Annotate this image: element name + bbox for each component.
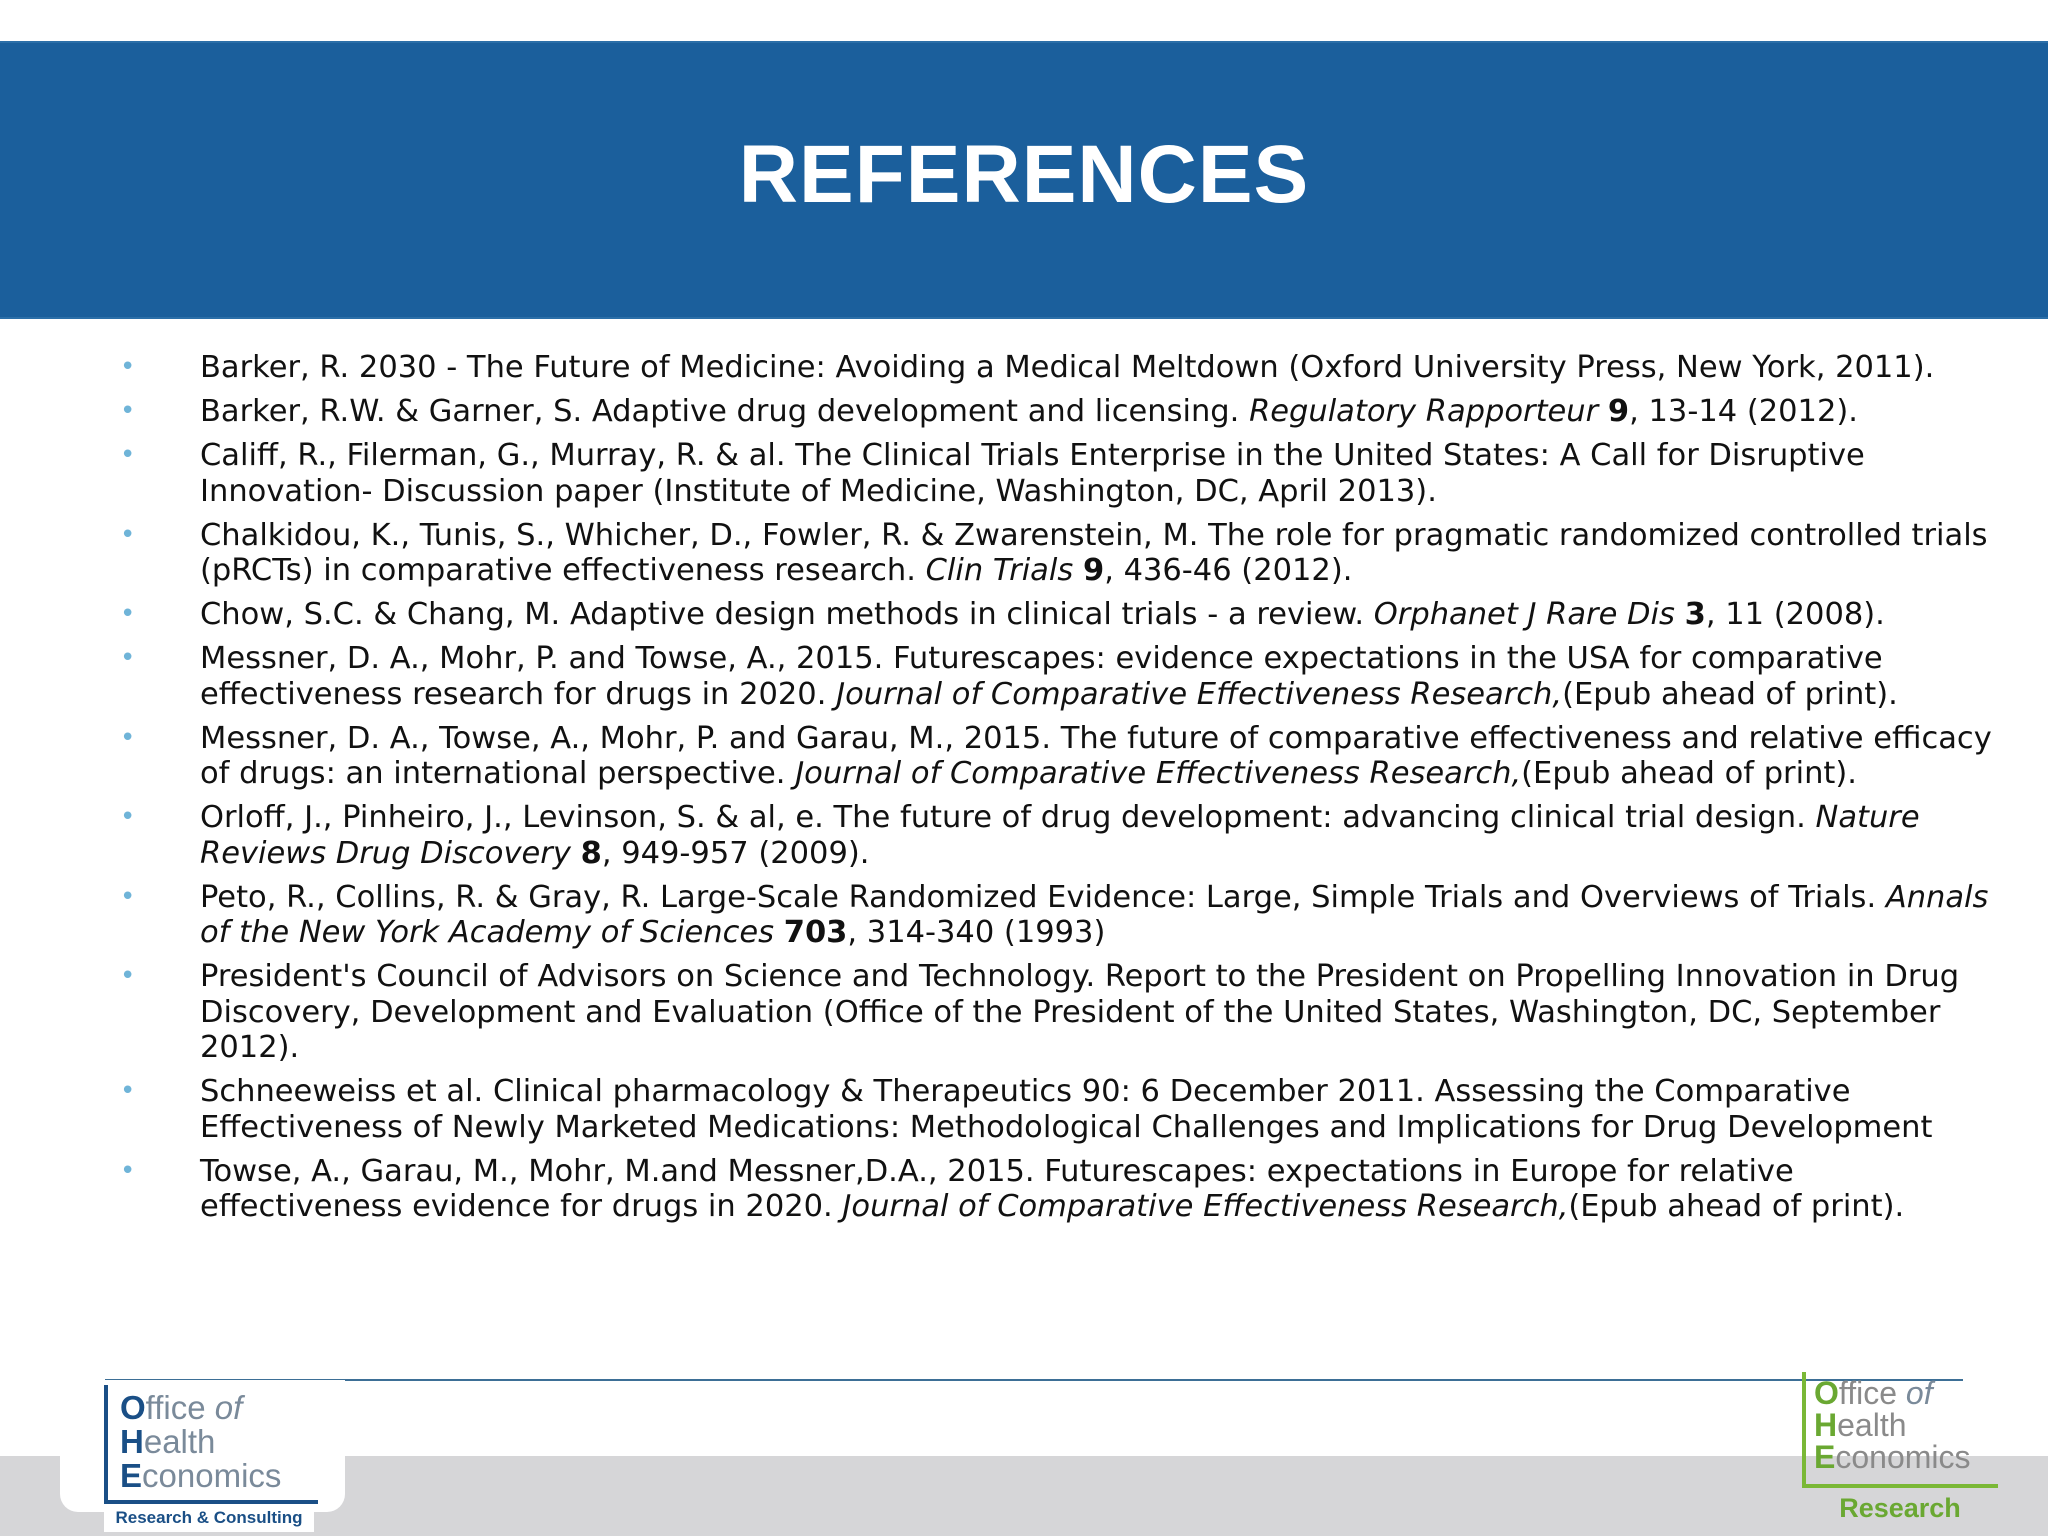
reference-run: Messner, D. A., Mohr, P. and Towse, A., 2015. Futurescapes: evidence expectations in the USA for comparative effectiveness research for drugs in 2020. <box>200 641 1883 712</box>
logo-line-office: Office of <box>1814 1375 1933 1411</box>
reference-run: Messner, D. A., Towse, A., Mohr, P. and Garau, M., 2015. The future of comparative effectiveness and relative efficacy of drugs: an international perspective. <box>200 720 1992 791</box>
page-title: REFERENCES <box>738 129 1310 220</box>
reference-run: Peto, R., Collins, R. & Gray, R. Large-Scale Randomized Evidence: Large, Simple Trials and Overviews of Trials. <box>200 879 1886 915</box>
reference-run: President's Council of Advisors on Science and Technology. Report to the President on Propelling Innovation in Drug Discovery, Development and Evaluation (Office of the President of the United States, Washington, DC, September 2012). <box>200 959 1960 1065</box>
bullet-icon: • <box>120 722 136 753</box>
reference-item <box>120 959 2000 1066</box>
reference-item <box>120 1154 2000 1225</box>
journal-title: Clin Trials <box>925 553 1074 588</box>
reference-run: Chalkidou, K., Tunis, S., Whicher, D., Fowler, R. & Zwarenstein, M. The role for pragmatic randomized controlled trials (pRCTs) in comparative effectiveness research. <box>200 517 1988 588</box>
reference-text <box>200 800 1920 871</box>
logo-left-subtitle: Research & Consulting <box>104 1504 314 1532</box>
bullet-icon: • <box>120 519 136 550</box>
reference-item <box>120 518 2000 589</box>
logo-line-economics: Economics <box>1814 1439 1971 1475</box>
logo-line-economics: Economics <box>120 1457 282 1494</box>
bullet-icon: • <box>120 1076 136 1106</box>
reference-item <box>120 350 2000 386</box>
reference-run: Califf, R., Filerman, G., Murray, R. & al. The Clinical Trials Enterprise in the United States: A Call for Disruptive Innovation- Discussion paper (Institute of Medicine, Washington, DC, April 2013). <box>200 438 1865 509</box>
reference-item <box>120 1074 2000 1145</box>
reference-item <box>120 394 2000 430</box>
bullet-icon: • <box>120 1155 136 1186</box>
volume-number: 9 <box>1607 394 1630 429</box>
journal-title: Journal of Comparative Effectiveness Research, <box>842 1189 1569 1224</box>
reference-text <box>200 438 1865 509</box>
reference-run: Barker, R.W. & Garner, S. Adaptive drug development and licensing. <box>200 394 1250 429</box>
volume-number: 9 <box>1082 553 1105 588</box>
volume-number: 8 <box>580 835 602 871</box>
journal-title: Annals of the New York Academy of Sciences <box>200 879 1989 950</box>
reference-text <box>200 350 1934 385</box>
reference-text <box>200 597 1885 632</box>
ohe-consulting-logo <box>104 1385 318 1504</box>
reference-text <box>200 721 1992 792</box>
journal-title: Journal of Comparative Effectiveness Research, <box>795 756 1522 791</box>
logo-right-subtitle: Research <box>1839 1493 1961 1523</box>
ohe-research-logo <box>1802 1372 1998 1488</box>
reference-text <box>200 1074 1932 1145</box>
reference-run <box>1073 553 1083 588</box>
reference-item <box>120 800 2000 871</box>
reference-item <box>120 880 2000 951</box>
bullet-icon: • <box>120 396 136 426</box>
journal-title: Regulatory Rapporteur <box>1249 394 1599 429</box>
bullet-icon: • <box>120 440 136 470</box>
reference-run: , 13-14 (2012). <box>1629 394 1858 429</box>
reference-text <box>200 1154 1904 1225</box>
bullet-icon: • <box>120 881 136 912</box>
journal-title: Nature Reviews Drug Discovery <box>200 800 1920 871</box>
reference-run: (Epub ahead of print). <box>1568 1189 1905 1224</box>
reference-run <box>1598 394 1608 429</box>
footer-divider <box>105 1379 1963 1381</box>
journal-title: Journal of Comparative Effectiveness Research, <box>836 676 1563 712</box>
reference-run: , 314-340 (1993) <box>847 915 1106 950</box>
bullet-icon: • <box>120 352 136 382</box>
top-strip <box>0 0 2048 41</box>
reference-text <box>200 394 1858 429</box>
reference-text <box>200 641 1898 712</box>
reference-list <box>120 350 2000 1233</box>
reference-run: , 436-46 (2012). <box>1104 553 1353 588</box>
reference-run: (Epub ahead of print). <box>1562 676 1898 712</box>
reference-item <box>120 641 2000 712</box>
reference-run: , 949-957 (2009). <box>601 835 870 871</box>
bullet-icon: • <box>120 802 136 832</box>
logo-line-office: Office of <box>120 1389 243 1426</box>
reference-text <box>200 518 1988 589</box>
reference-run: Towse, A., Garau, M., Mohr, M.and Messner,D.A., 2015. Futurescapes: expectations in Europe for relative effectiveness evidence for drugs in 2020. <box>200 1153 1794 1224</box>
reference-item <box>120 438 2000 509</box>
reference-item <box>120 721 2000 792</box>
logo-line-health: Health <box>1814 1407 1907 1443</box>
header-band <box>0 41 2048 319</box>
reference-run: Orloff, J., Pinheiro, J., Levinson, S. & al, e. The future of drug development: advancing clinical trial design. <box>200 800 1816 835</box>
reference-run: Schneeweiss et al. Clinical pharmacology & Therapeutics 90: 6 December 2011. Assessing the Comparative Effectiveness of Newly Marketed Medications: Methodological Challenges and Implications for Drug Development <box>200 1074 1933 1145</box>
journal-title: Orphanet J Rare Dis <box>1373 597 1675 632</box>
reference-run: , 11 (2008). <box>1705 597 1885 632</box>
volume-number: 703 <box>783 915 848 950</box>
reference-run <box>1675 597 1685 632</box>
bullet-icon: • <box>120 599 136 629</box>
reference-run <box>774 915 784 950</box>
reference-run: Chow, S.C. & Chang, M. Adaptive design methods in clinical trials - a review. <box>200 597 1374 632</box>
reference-text <box>200 880 1988 951</box>
reference-item <box>120 597 2000 633</box>
bullet-icon: • <box>120 643 136 673</box>
reference-run: Barker, R. 2030 - The Future of Medicine: Avoiding a Medical Meltdown (Oxford University Press, New York, 2011). <box>200 350 1935 385</box>
reference-run <box>571 836 581 871</box>
volume-number: 3 <box>1684 597 1706 632</box>
logo-line-health: Health <box>120 1423 216 1460</box>
reference-run: (Epub ahead of print). <box>1521 756 1857 791</box>
bullet-icon: • <box>120 961 136 991</box>
reference-text <box>200 959 1959 1065</box>
